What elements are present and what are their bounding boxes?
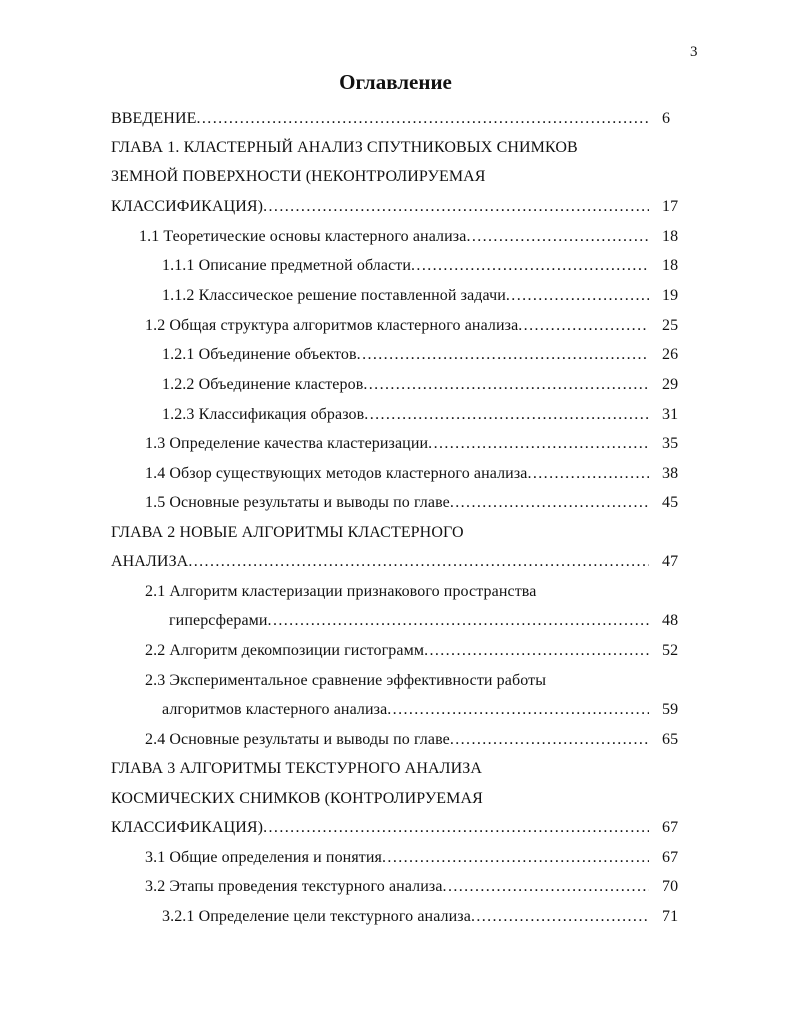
toc-entry-title: 2.3 Экспериментальное сравнение эффективности работы [145, 672, 547, 689]
toc-line [162, 371, 679, 399]
toc-page-number: 38 [662, 465, 679, 482]
toc-line [145, 873, 679, 901]
toc-page-number: 71 [662, 908, 679, 925]
toc-leader-dots [382, 844, 649, 872]
toc-entry-title: КЛАССИФИКАЦИЯ) [111, 819, 264, 836]
toc-line [162, 401, 679, 429]
toc-entry-title: алгоритмов кластерного анализа [162, 701, 388, 718]
toc-line [145, 844, 679, 872]
toc-page-number: 70 [662, 878, 679, 895]
toc-leader-dots [450, 726, 649, 754]
toc-page-number: 6 [662, 110, 671, 127]
toc-entry-title: ГЛАВА 2 НОВЫЕ АЛГОРИТМЫ КЛАСТЕРНОГО [111, 524, 464, 541]
toc-entry-title: 3.2 Этапы проведения текстурного анализа [145, 878, 443, 895]
toc-entry-title: КОСМИЧЕСКИХ СНИМКОВ (КОНТРОЛИРУЕМАЯ [111, 790, 483, 807]
toc-leader-dots [197, 105, 650, 133]
toc-leader-dots [263, 193, 649, 221]
toc-entry-title: 1.4 Обзор существующих методов кластерного анализа [145, 465, 528, 482]
toc-leader-dots [443, 873, 649, 901]
toc-entry-title: 1.1.1 Описание предметной области [162, 257, 412, 274]
toc-leader-dots [188, 548, 649, 576]
toc-page-number: 19 [662, 287, 679, 304]
toc-line [145, 489, 679, 517]
toc-line [162, 252, 679, 280]
toc-line [145, 637, 679, 665]
toc-entry-title: 2.4 Основные результаты и выводы по главе [145, 731, 450, 748]
toc-leader-dots [428, 430, 649, 458]
toc-entry-title: 1.3 Определение качества кластеризации [145, 435, 429, 452]
toc-line [139, 223, 679, 251]
toc-page-number: 48 [662, 612, 679, 629]
toc-page-number: 65 [662, 731, 679, 748]
toc-line [162, 903, 679, 931]
toc-entry-title: 1.2.1 Объединение объектов [162, 346, 357, 363]
toc-line [111, 785, 483, 813]
toc-entry-title: ВВЕДЕНИЕ [111, 110, 197, 127]
toc-page-number: 26 [662, 346, 679, 363]
toc-entry-title: ЗЕМНОЙ ПОВЕРХНОСТИ (НЕКОНТРОЛИРУЕМАЯ [111, 168, 486, 185]
toc-entry-title: 3.2.1 Определение цели текстурного анализа [162, 908, 471, 925]
page-title: Оглавление [339, 70, 452, 94]
toc-entry-title: 1.5 Основные результаты и выводы по главе [145, 494, 450, 511]
toc-line [145, 312, 679, 340]
toc-page-number: 59 [662, 701, 679, 718]
toc-line [145, 667, 546, 695]
toc-line [162, 282, 679, 310]
toc-entry-title: АНАЛИЗА [111, 553, 189, 570]
toc-line [111, 755, 482, 783]
toc-line [145, 578, 536, 606]
toc-entry-title: 1.2.2 Объединение кластеров [162, 376, 364, 393]
toc-line [111, 134, 578, 162]
toc-entry-title: гиперсферами [169, 612, 268, 629]
toc-line [111, 105, 671, 133]
toc-leader-dots [466, 223, 649, 251]
toc-entry-title: ГЛАВА 3 АЛГОРИТМЫ ТЕКСТУРНОГО АНАЛИЗА [111, 760, 483, 777]
toc-leader-dots [450, 489, 649, 517]
toc-page-number: 52 [662, 642, 679, 659]
toc-line [111, 193, 679, 221]
toc-line [111, 163, 486, 191]
toc-line [111, 519, 464, 547]
toc-entry-title: 2.1 Алгоритм кластеризации признакового пространства [145, 583, 537, 600]
toc-line [111, 548, 679, 576]
toc-leader-dots [357, 341, 649, 369]
toc-line [145, 726, 679, 754]
toc-page-number: 29 [662, 376, 679, 393]
toc-entry-title: 1.1 Теоретические основы кластерного анализа [139, 228, 467, 245]
toc-leader-dots [263, 814, 649, 842]
toc-entry-title: 1.2 Общая структура алгоритмов кластерного анализа [145, 317, 519, 334]
page-number: 3 [690, 44, 698, 60]
toc-page-number: 47 [662, 553, 679, 570]
toc-leader-dots [363, 371, 649, 399]
toc-page-number: 67 [662, 849, 679, 866]
toc-page-number: 35 [662, 435, 679, 452]
toc-line [111, 814, 679, 842]
toc-line [162, 341, 679, 369]
toc-entry-title: КЛАССИФИКАЦИЯ) [111, 198, 264, 215]
toc-leader-dots [506, 282, 649, 310]
toc-leader-dots [411, 252, 649, 280]
toc-page-number: 31 [662, 406, 679, 423]
toc-entry-title: 1.2.3 Классификация образов [162, 406, 365, 423]
toc-entry-title: 3.1 Общие определения и понятия [145, 849, 383, 866]
toc-leader-dots [364, 401, 649, 429]
toc-line [169, 607, 679, 635]
toc-leader-dots [268, 607, 649, 635]
toc-line [145, 430, 679, 458]
toc-page-number: 67 [662, 819, 679, 836]
toc-line [145, 460, 679, 488]
toc-entry-title: 2.2 Алгоритм декомпозиции гистограмм [145, 642, 425, 659]
toc-page-number: 18 [662, 228, 679, 245]
toc-leader-dots [424, 637, 649, 665]
toc-entry-title: ГЛАВА 1. КЛАСТЕРНЫЙ АНАЛИЗ СПУТНИКОВЫХ СНИМКОВ [111, 139, 578, 156]
toc-leader-dots [471, 903, 649, 931]
toc-page-number: 17 [662, 198, 679, 215]
toc-leader-dots [518, 312, 649, 340]
toc-leader-dots [527, 460, 649, 488]
toc-leader-dots [387, 696, 649, 724]
toc-line [162, 696, 679, 724]
toc-page-number: 25 [662, 317, 679, 334]
toc-page-number: 18 [662, 257, 679, 274]
toc-entry-title: 1.1.2 Классическое решение поставленной задачи [162, 287, 506, 304]
toc-page-number: 45 [662, 494, 679, 511]
